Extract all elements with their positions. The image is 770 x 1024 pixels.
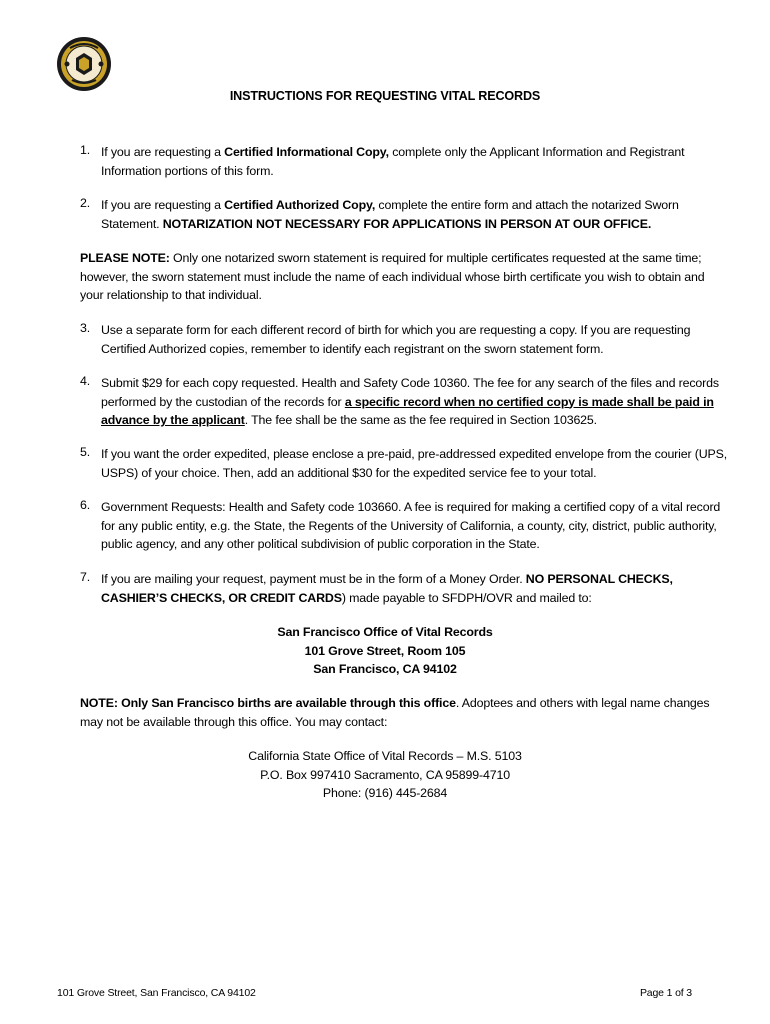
page-title: INSTRUCTIONS FOR REQUESTING VITAL RECORDS: [229, 89, 541, 103]
item-number: 1.: [80, 143, 91, 157]
address-line: San Francisco Office of Vital Records: [277, 625, 493, 639]
item-number: 4.: [80, 374, 91, 388]
instruction-item-3: Use a separate form for each different record of birth for which you are requesting a copy. If you are requesting Certified Authorized copies, remember to identify each registrant on the sworn statement form.: [101, 323, 691, 356]
item-number: 3.: [80, 321, 91, 335]
instruction-item-2: If you are requesting a Certified Authorized Copy, complete the entire form and attach the notarized Sworn Statement. NOTARIZATION NOT NECESSARY FOR APPLICATIONS IN PERSON AT OUR OFFICE.: [101, 198, 679, 231]
item-number: 7.: [80, 570, 91, 584]
page-number: Page 1 of 3: [639, 987, 692, 999]
sf-office-address: [0, 623, 770, 679]
ca-office-address: [0, 747, 770, 803]
address-line: Phone: (916) 445-2684: [322, 786, 448, 800]
office-note: NOTE: Only San Francisco births are available through this office. Adoptees and others with legal name changes may not be available through this office. You may contact:: [80, 696, 710, 729]
address-line: P.O. Box 997410 Sacramento, CA 95899-4710: [260, 767, 510, 782]
instruction-item-1: If you are requesting a Certified Informational Copy, complete only the Applicant Information and Registrant Information portions of this form.: [101, 145, 685, 178]
address-line: San Francisco, CA 94102: [313, 662, 457, 676]
instruction-item-5: If you want the order expedited, please enclose a pre-paid, pre-addressed expedited envelope from the courier (UPS, USPS) of your choice. Then, add an additional $30 for the expedited service fee to your total.: [101, 447, 728, 480]
instruction-item-7: If you are mailing your request, payment must be in the form of a Money Order. NO PERSONAL CHECKS, CASHIER’S CHECKS, OR CREDIT CARDS) made payable to SFDPH/OVR and mailed to:: [101, 572, 673, 605]
footer-address: 101 Grove Street, San Francisco, CA 94102: [57, 987, 256, 999]
instruction-item-6: Government Requests: Health and Safety code 103660. A fee is required for making a certified copy of a vital record for any public entity, e.g. the State, the Regents of the University of California, a county, city, district, public authority, public agency, and any other political subdivision of public corporation in the State.: [101, 500, 721, 551]
address-line: 101 Grove Street, Room 105: [304, 643, 466, 658]
item-number: 2.: [80, 196, 91, 210]
item-number: 6.: [80, 498, 91, 512]
please-note: PLEASE NOTE: Only one notarized sworn statement is required for multiple certificates requested at the same time; however, the sworn statement must include the name of each individual whose birth certificate you wish to obtain and your relationship to that individual.: [80, 251, 705, 302]
address-line: California State Office of Vital Records – M.S. 5103: [248, 749, 522, 763]
city-seal-icon: [56, 36, 112, 92]
item-number: 5.: [80, 445, 91, 459]
instruction-item-4: Submit $29 for each copy requested. Health and Safety Code 10360. The fee for any search of the files and records performed by the custodian of the records for a specific record when no certified copy is made shall be paid in advance by the applicant. The fee shall be the same as the fee required in Section 103625.: [101, 376, 719, 427]
